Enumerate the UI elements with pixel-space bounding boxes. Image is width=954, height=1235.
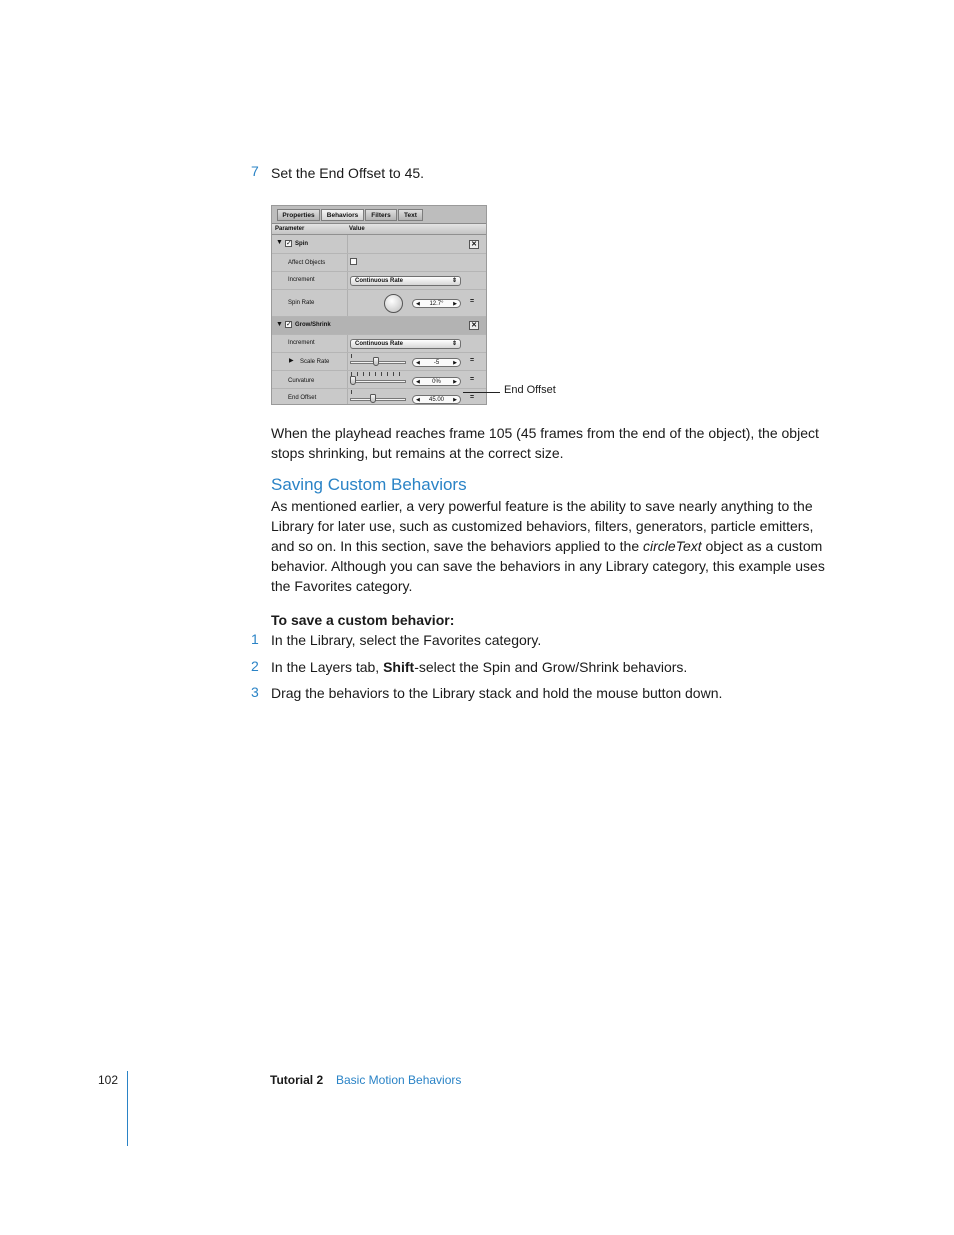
inspector-tabbar: [272, 206, 486, 224]
paragraph: [271, 496, 831, 596]
tab-text[interactable]: Text: [398, 209, 423, 221]
paragraph: When the playhead reaches frame 105 (45 frames from the end of the object), the object stops shrinking, but remains at the correct size.: [271, 425, 819, 461]
scale-rate-label: Scale Rate: [300, 359, 330, 365]
curvature-label: Curvature: [288, 378, 315, 384]
task-heading: To save a custom behavior:: [271, 612, 455, 628]
paragraph-text: As mentioned earlier, a very powerful feature is the ability to save nearly anything to the Library for later use, such as customized behaviors, filters, generators, particle emitters, and so on. In this section, save the behaviors applied to the: [271, 498, 814, 554]
grow-increment-value: Continuous Rate: [355, 341, 403, 347]
col-value: Value: [349, 226, 365, 232]
tab-behaviors[interactable]: Behaviors: [321, 209, 364, 221]
step-text: In the Library, select the Favorites category.: [271, 632, 542, 648]
end-offset-slider[interactable]: [350, 398, 406, 401]
scale-rate-field[interactable]: [412, 358, 461, 367]
keyframe-menu-icon[interactable]: =: [470, 376, 475, 383]
step-text: Drag the behaviors to the Library stack and hold the mouse button down.: [271, 685, 723, 701]
spin-enable-checkbox[interactable]: ✓: [286, 240, 292, 247]
decrement-arrow-icon[interactable]: ◀: [416, 379, 420, 385]
decrement-arrow-icon[interactable]: ◀: [416, 397, 420, 403]
spin-label: Spin: [295, 241, 308, 247]
step-number: 7: [251, 163, 259, 179]
step-text: Set the End Offset to 45.: [271, 165, 425, 181]
col-parameter: Parameter: [275, 226, 305, 232]
footer-rule: [127, 1071, 128, 1146]
popup-arrows-icon: ⇕: [451, 278, 457, 284]
disclosure-triangle-icon[interactable]: ▼: [276, 321, 283, 328]
increment-arrow-icon[interactable]: ▶: [453, 360, 457, 366]
end-offset-field[interactable]: [412, 395, 461, 404]
step-number: 1: [251, 631, 259, 647]
end-offset-label: End Offset: [288, 395, 317, 401]
increment-arrow-icon[interactable]: ▶: [453, 301, 457, 307]
decrement-arrow-icon[interactable]: ◀: [416, 360, 420, 366]
spin-rate-dial[interactable]: [384, 294, 403, 313]
step-number: 3: [251, 684, 259, 700]
step-number: 2: [251, 658, 259, 674]
callout-line: [463, 392, 500, 393]
section-heading: Saving Custom Behaviors: [271, 475, 467, 494]
curvature-field[interactable]: [412, 377, 461, 386]
curvature-slider[interactable]: [350, 380, 406, 383]
key-name: Shift: [383, 659, 415, 675]
remove-behavior-icon[interactable]: ✕: [469, 240, 479, 249]
affect-objects-row: [272, 254, 486, 272]
grow-increment-popup[interactable]: [350, 339, 461, 349]
page-number: 102: [98, 1073, 119, 1087]
step-text-part: -select the Spin and Grow/Shrink behaviors.: [414, 659, 688, 675]
end-offset-value: 45.00: [428, 397, 444, 403]
spin-rate-value: 12.7°: [429, 301, 444, 307]
paragraph-text: object as a custom behavior. Although you can save the behaviors in any Library category, this example uses the Favorites category.: [271, 538, 825, 594]
scale-rate-row: [272, 353, 486, 371]
keyframe-menu-icon[interactable]: =: [470, 394, 475, 401]
spin-rate-row: [272, 290, 486, 317]
disclosure-triangle-icon[interactable]: ▼: [276, 239, 283, 246]
remove-behavior-icon[interactable]: ✕: [469, 321, 479, 330]
increment-arrow-icon[interactable]: ▶: [453, 379, 457, 385]
affect-objects-label: Affect Objects: [288, 260, 326, 266]
tab-filters[interactable]: Filters: [365, 209, 397, 221]
grow-shrink-group-row: [272, 317, 486, 335]
keyframe-menu-icon[interactable]: =: [470, 357, 475, 364]
step-text: [271, 657, 687, 677]
decrement-arrow-icon[interactable]: ◀: [416, 301, 420, 307]
end-offset-slider-thumb[interactable]: [370, 394, 376, 403]
tab-properties[interactable]: Properties: [277, 209, 320, 221]
popup-arrows-icon: ⇕: [451, 341, 457, 347]
grow-shrink-label: Grow/Shrink: [295, 322, 331, 328]
callout-label: End Offset: [504, 384, 556, 396]
end-offset-row: [272, 389, 486, 405]
spin-rate-label: Spin Rate: [288, 300, 315, 306]
spin-increment-row: [272, 272, 486, 290]
spin-group-row: [272, 235, 486, 254]
affect-objects-checkbox[interactable]: [350, 258, 357, 265]
curvature-value: 0%: [432, 379, 441, 385]
disclosure-triangle-icon[interactable]: ▶: [289, 358, 294, 364]
grow-shrink-enable-checkbox[interactable]: ✓: [286, 321, 292, 328]
spin-increment-popup[interactable]: [350, 276, 461, 286]
chapter-title: Basic Motion Behaviors: [336, 1073, 462, 1087]
curvature-slider-thumb[interactable]: [350, 376, 356, 385]
spin-rate-field[interactable]: [412, 299, 461, 308]
keyframe-menu-icon[interactable]: =: [470, 298, 475, 305]
spin-increment-label: Increment: [288, 277, 315, 283]
curvature-row: [272, 371, 486, 389]
chapter-label: Tutorial 2: [270, 1073, 324, 1087]
grow-increment-row: [272, 335, 486, 353]
increment-arrow-icon[interactable]: ▶: [453, 397, 457, 403]
grow-increment-label: Increment: [288, 340, 315, 346]
object-name: circleText: [643, 538, 702, 554]
inspector-panel: [271, 205, 487, 405]
spin-increment-value: Continuous Rate: [355, 278, 403, 284]
column-header: [272, 224, 486, 235]
step-text-part: In the Layers tab,: [271, 659, 384, 675]
scale-rate-value: -5: [433, 360, 440, 366]
scale-rate-slider-thumb[interactable]: [373, 357, 379, 366]
